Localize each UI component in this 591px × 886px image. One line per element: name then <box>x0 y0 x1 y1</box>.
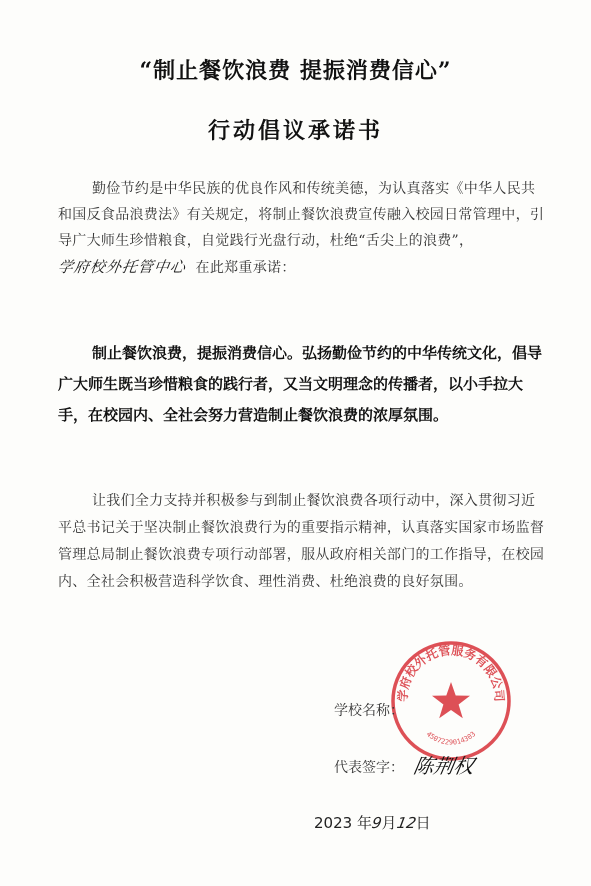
seal-star-icon <box>432 682 470 718</box>
paragraph-call-to-action-text: 让我们全力支持并积极参与到制止餐饮浪费各项行动中，深入贯彻习近平总书记关于坚决制止餐饮浪费行为的重要指示精神，认真落实国家市场监督管理总局制止餐饮浪费专项行动部署，服从政府相关部门的工作指导，在校园内、全社会积极营造科学饮食、理性消费、杜绝浪费的良好氛围。 <box>58 493 545 590</box>
date-month-char: 月 <box>381 814 397 832</box>
company-seal-stamp <box>388 638 514 764</box>
date-day-char: 日 <box>415 814 431 832</box>
representative-label: 代表签字： <box>334 760 404 776</box>
school-name-label: 学校名称： <box>334 703 404 719</box>
date-month-handwritten: 9 <box>370 814 384 832</box>
representative-signature: 陈荆权 <box>411 754 476 778</box>
paragraph-intro <box>58 176 546 281</box>
seal-number: 4507229014303 <box>424 730 478 747</box>
seal-text: 学府校外托管服务有限公司 <box>395 643 507 703</box>
date-day-handwritten: 12 <box>394 814 418 832</box>
handwritten-school-name: 学府校外托管中心 <box>56 258 188 276</box>
paragraph-pledge-text: 制止餐饮浪费，提振消费信心。弘扬勤俭节约的中华传统文化，倡导广大师生既当珍惜粮食的践行者，又当文明理念的传播者，以小手拉大手，在校园内、全社会努力营造制止餐饮浪费的浓厚氛围。 <box>58 344 543 424</box>
signing-date <box>314 812 431 833</box>
paragraph-intro-text-end: 在此郑重承诺： <box>195 260 296 276</box>
date-year-char: 年 <box>356 814 372 832</box>
paragraph-call-to-action <box>58 488 548 596</box>
document-title-line1: “制止餐饮浪费 提振消费信心” <box>139 58 452 84</box>
seal-graphic <box>388 638 514 764</box>
date-year: 2023 <box>314 814 353 832</box>
paragraph-intro-text: 勤俭节约是中华民族的优良作风和传统美德，为认真落实《中华人民共和国反食品浪费法》有关规定，将制止餐饮浪费宣传融入校园日常管理中，引导广大师生珍惜粮食，自觉践行光盘行动，杜绝“舌尖上的浪费”， <box>58 181 545 249</box>
document-title-line2: 行动倡议承诺书 <box>207 118 383 144</box>
paragraph-pledge <box>58 338 550 431</box>
